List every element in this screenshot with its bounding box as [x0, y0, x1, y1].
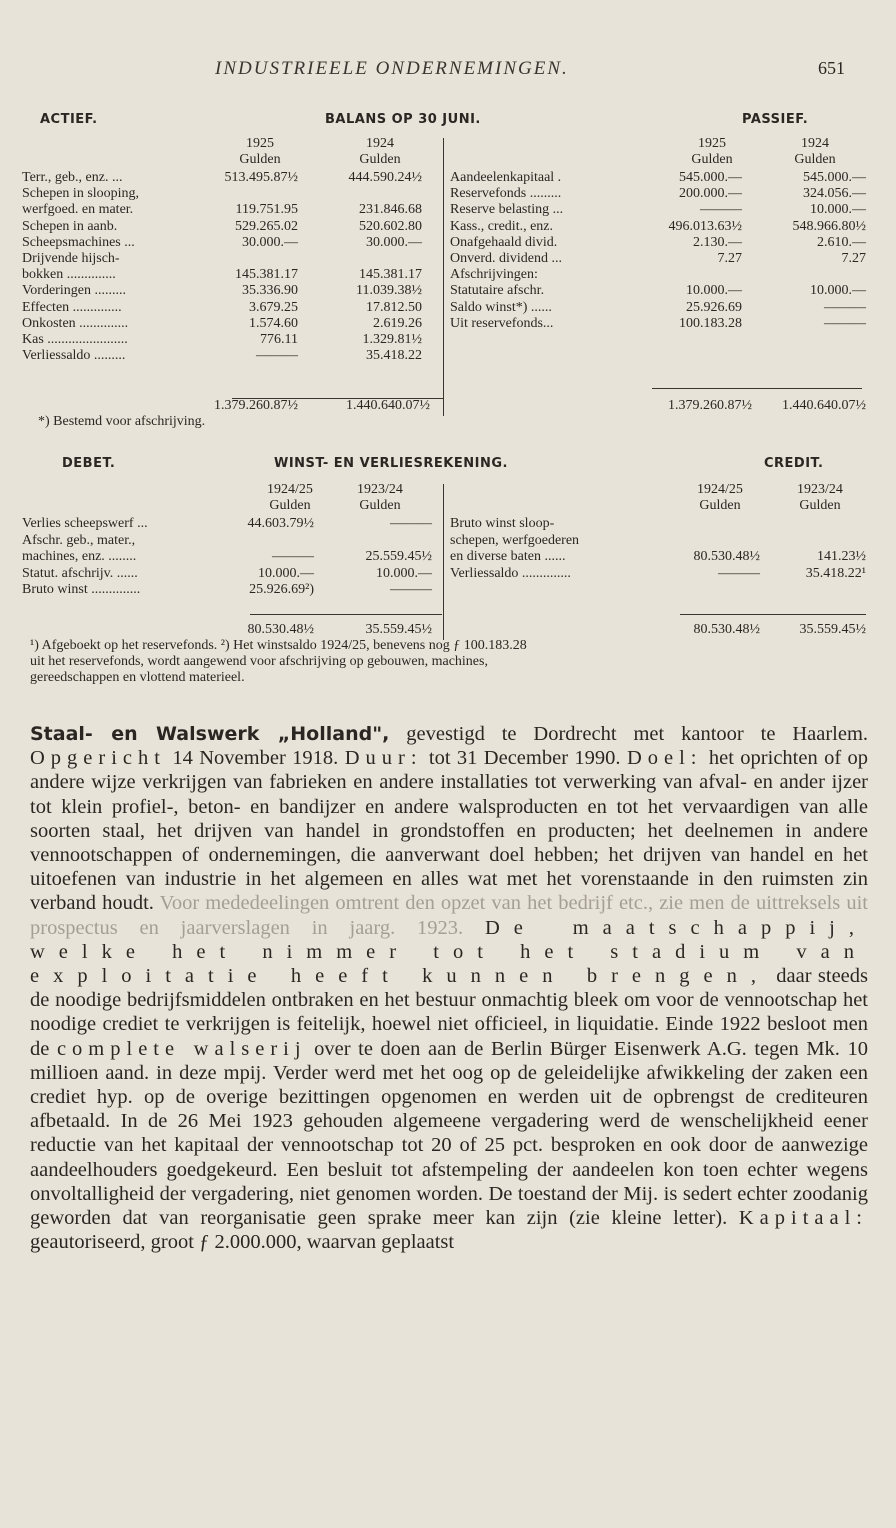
asset-row-value-a: ———	[256, 348, 298, 364]
total-left-a: 1.379.260.87½	[214, 398, 298, 413]
liability-row-label: Onafgehaald divid.	[450, 234, 558, 250]
asset-row-label: Schepen in slooping,	[22, 186, 140, 202]
footnote-line: uit het reservefonds, wordt aangewend voor afschrijving op gebouwen, machines,	[30, 654, 488, 669]
article-text: tot 31 December 1990.	[428, 747, 621, 770]
pl-footnotes	[30, 638, 527, 686]
currency: Gulden	[699, 498, 741, 513]
credit-row-value-a: ———	[718, 565, 760, 581]
currency: Gulden	[359, 152, 401, 167]
page-number: 651	[818, 58, 845, 78]
keyword-doel: Doel:	[626, 747, 703, 770]
credit-row-label: en diverse baten ......	[450, 549, 566, 564]
debit-row-label: Verlies scheepswerf ...	[22, 516, 148, 531]
currency: Gulden	[799, 498, 841, 513]
keyword-opgericht: Opgericht	[30, 747, 166, 770]
asset-row-value-a: 1.574.60	[249, 315, 298, 331]
total-left-b: 1.440.640.07½	[346, 398, 430, 413]
year: 1924	[366, 136, 394, 151]
asset-row-label: Drijvende hijsch-	[22, 251, 120, 266]
asset-row-value-a: 776.11	[260, 332, 298, 347]
debit-row-value-a: 10.000.—	[258, 565, 314, 581]
liability-row-value-a: 2.130.—	[693, 234, 742, 250]
article-text: over te doen aan de Berlin Bürger Eisenwerk A.G. tegen Mk. 10 millioen aand. in deze mpij. Verder werd met het oog op de geleidelijke afwikkeling der zaken een crediet hyp. op de overige bezittingen opgenomen en werden uit de opbrengst de crediteuren afbetaald. In de 26 Mei 1923 gehouden algemeene vergadering werd de wenschelijkheid eener reductie van het kapitaal der vennootschap tot 20 of 25 pct. besproken en ook door de aanwezige aandeelhouders goedgekeurd. Een besluit tot afstempeling der aandeelen kon toen echter wegens onvoltalligheid der vergadering, niet genomen worden. De toestand der Mij. is sedert echter zoodanig geworden dat van reorganisatie geen sprake meer kan zijn (zie kleine letter).	[30, 1037, 869, 1230]
article-text: 14 November 1918.	[172, 747, 339, 770]
asset-row-value-a: 3.679.25	[249, 299, 298, 315]
asset-row-value-a: 35.336.90	[242, 283, 298, 299]
asset-row-value-b: 1.329.81½	[362, 332, 422, 347]
asset-row-value-a: 30.000.—	[242, 234, 298, 250]
asset-row-value-b: 30.000.—	[366, 234, 422, 250]
asset-row-value-b: 231.846.68	[359, 202, 422, 218]
assets-col-b-head	[340, 136, 420, 168]
pl-center-heading: WINST- EN VERLIESREKENING.	[274, 456, 508, 471]
credit-col-b-head	[780, 482, 860, 514]
debit-row-value-a: ———	[272, 549, 314, 564]
currency: Gulden	[359, 498, 401, 513]
liability-row-label: Reserve belasting ...	[450, 202, 564, 218]
company-article	[30, 722, 868, 1254]
debit-row-label: Statut. afschrijv. ......	[22, 565, 138, 581]
liability-row-value-a: 25.926.69	[686, 299, 742, 315]
pl-total-rule-right	[680, 614, 866, 615]
liability-row-value-a: 496.013.63½	[668, 218, 742, 234]
liab-col-a-head	[672, 136, 752, 168]
liability-row-value-b: 10.000.—	[810, 283, 866, 299]
debit-row-value-b: ———	[390, 516, 432, 531]
pl-right-heading: CREDIT.	[764, 456, 824, 471]
asset-row-label: Kas .......................	[22, 332, 128, 347]
credit-row-label: schepen, werfgoederen	[450, 532, 580, 548]
debit-col-b-head	[340, 482, 420, 514]
asset-row-label: Scheepsmachines ...	[22, 234, 135, 250]
keyword-maatschappij: De maatschappij, welke het nimmer tot het stadium van exploitatie heeft kunnen brengen,	[30, 916, 869, 988]
footnote-line: ¹) Afgeboekt op het reservefonds. ²) Het winstsaldo 1924/25, benevens nog ƒ 100.183.28	[30, 638, 527, 653]
liability-row-label: Uit reservefonds...	[450, 315, 554, 331]
debit-col-a-head	[250, 482, 330, 514]
credit-row-label: Bruto winst sloop-	[450, 516, 555, 531]
asset-row-value-b: 444.590.24½	[348, 170, 422, 185]
balance-center-heading: BALANS OP 30 JUNI.	[325, 112, 481, 127]
debit-row-value-a: 25.926.69²)	[249, 582, 314, 597]
year: 1924/25	[267, 482, 313, 497]
balance-divider	[443, 138, 444, 416]
asset-row-label: werfgoed. en mater.	[22, 202, 134, 218]
asset-row-value-b: 2.619.26	[373, 315, 422, 331]
debit-row-value-b: 10.000.—	[376, 565, 432, 581]
asset-row-label: Onkosten ..............	[22, 315, 129, 331]
liability-row-label: Onverd. dividend ...	[450, 251, 562, 266]
running-title: INDUSTRIEELE ONDERNEMINGEN.	[215, 58, 569, 79]
liability-row-value-a: ———	[700, 202, 742, 218]
debit-row-label: machines, enz. ........	[22, 549, 137, 564]
keyword-kapitaal: Kapitaal:	[738, 1207, 868, 1230]
liability-row-value-b: 10.000.—	[810, 202, 866, 218]
liability-row-value-a: 545.000.—	[679, 170, 742, 185]
keyword-duur: Duur:	[344, 747, 423, 770]
balance-footnote: *) Bestemd voor afschrijving.	[38, 414, 206, 429]
credit-row-value-b: 35.418.22¹	[805, 565, 866, 581]
currency: Gulden	[239, 152, 281, 167]
asset-row-value-b: 11.039.38½	[356, 283, 422, 299]
debit-row-value-b: ———	[390, 582, 432, 597]
liability-row-value-a: 7.27	[717, 251, 742, 266]
liability-row-label: Statutaire afschr.	[450, 283, 545, 299]
footnote-line: gereedschappen en vlottend materieel.	[30, 670, 245, 685]
pl-total-left-b: 35.559.45½	[365, 622, 432, 637]
year: 1924/25	[697, 482, 743, 497]
credit-col-a-head	[680, 482, 760, 514]
liability-row-label: Afschrijvingen:	[450, 267, 538, 283]
currency: Gulden	[794, 152, 836, 167]
currency: Gulden	[691, 152, 733, 167]
pl-total-rule-left	[250, 614, 442, 615]
year: 1925	[698, 136, 726, 151]
asset-row-value-a: 529.265.02	[235, 218, 298, 234]
liability-row-label: Reservefonds .........	[450, 186, 562, 202]
debit-row-label: Bruto winst ..............	[22, 582, 141, 597]
asset-row-label: Effecten ..............	[22, 299, 122, 315]
balance-left-heading: ACTIEF.	[40, 112, 98, 127]
article-text: gevestigd te Dordrecht met kantoor te Haarlem.	[406, 723, 869, 745]
debit-row-value-a: 44.603.79½	[247, 516, 314, 531]
year: 1923/24	[357, 482, 403, 497]
pl-total-right-b: 35.559.45½	[799, 622, 866, 637]
asset-row-value-a: 145.381.17	[235, 267, 298, 283]
liability-row-value-b: 324.056.—	[803, 186, 866, 202]
asset-row-value-a: 513.495.87½	[224, 170, 298, 185]
pl-left-heading: DEBET.	[62, 456, 116, 471]
liability-row-value-b: ———	[824, 315, 866, 331]
liability-row-value-a: 10.000.—	[686, 283, 742, 299]
article-text: daar steeds de noodige bedrijfsmiddelen ontbraken en het bestuur onmachtig bleek om voor de vennootschap het noodige crediet te verkrijgen is feitelijk, hoewel niet officieel, in liquidatie. Einde 1922 besloot men de	[30, 965, 868, 1060]
assets-col-a-head	[222, 136, 298, 168]
pl-divider	[443, 484, 444, 640]
debit-row-value-b: 25.559.45½	[365, 549, 432, 564]
liability-row-label: Saldo winst*) ......	[450, 299, 552, 315]
liability-row-value-b: 2.610.—	[817, 234, 866, 250]
article-text-faint: Voor mededeelingen omtrent den opzet van het bedrijf etc., zie men de uittreksels uit prospectus en jaarverslagen in jaarg. 1923.	[30, 892, 868, 939]
liability-row-value-a: 200.000.—	[679, 186, 742, 202]
total-right-b: 1.440.640.07½	[782, 398, 866, 413]
article-text: het oprichten of op andere wijze verkrijgen van fabrieken en andere installaties tot verwerking van afval- en ander ijzer tot klein profiel-, beton- en bandijzer en andere walsproducten en tot het vervaardigen van alle soorten staal, het drijven van handel in grondstoffen en producten; het deelnemen in andere vennootschappen of ondernemingen, die aanverwant doel hebben; het drijven van handel en het uitoefenen van industrie in het algemeen en alles wat met het vorenstaande in den ruimsten zin verband houdt.	[30, 747, 869, 915]
asset-row-value-b: 17.812.50	[366, 299, 422, 315]
asset-row-value-b: 145.381.17	[359, 267, 422, 283]
liability-row-value-a: 100.183.28	[679, 315, 742, 331]
asset-row-label: Vorderingen .........	[22, 283, 126, 299]
year: 1923/24	[797, 482, 843, 497]
firm-name: Staal- en Walswerk „Holland",	[30, 723, 390, 745]
year: 1925	[246, 136, 274, 151]
running-head	[0, 58, 896, 86]
liability-row-value-b: 548.966.80½	[792, 218, 866, 234]
asset-row-label: Schepen in aanb.	[22, 218, 118, 234]
total-rule-right	[652, 388, 862, 389]
liability-row-label: Aandeelenkapitaal .	[450, 170, 562, 185]
asset-row-value-b: 35.418.22	[366, 348, 422, 364]
asset-row-value-a: 119.751.95	[235, 202, 298, 218]
total-right-a: 1.379.260.87½	[668, 398, 752, 413]
liability-row-value-b: 7.27	[841, 251, 866, 266]
keyword-complete-walserij: complete walserij	[56, 1037, 307, 1060]
pl-total-left-a: 80.530.48½	[247, 622, 314, 637]
asset-row-label: Terr., geb., enz. ...	[22, 170, 123, 185]
asset-row-value-b: 520.602.80	[359, 218, 422, 234]
liab-col-b-head	[775, 136, 855, 168]
pl-total-right-a: 80.530.48½	[693, 622, 760, 637]
credit-row-label: Verliessaldo ..............	[450, 565, 571, 581]
liability-row-value-b: 545.000.—	[803, 170, 866, 185]
balance-right-heading: PASSIEF.	[742, 112, 809, 127]
debit-row-label: Afschr. geb., mater.,	[22, 532, 136, 548]
year: 1924	[801, 136, 829, 151]
currency: Gulden	[269, 498, 311, 513]
article-text: geautoriseerd, groot ƒ 2.000.000, waarvan geplaatst	[30, 1231, 455, 1254]
asset-row-label: bokken ..............	[22, 267, 116, 283]
credit-row-value-a: 80.530.48½	[693, 549, 760, 564]
liability-row-value-b: ———	[824, 299, 866, 315]
credit-row-value-b: 141.23½	[817, 549, 866, 564]
asset-row-label: Verliessaldo .........	[22, 348, 126, 364]
liability-row-label: Kass., credit., enz.	[450, 218, 554, 234]
